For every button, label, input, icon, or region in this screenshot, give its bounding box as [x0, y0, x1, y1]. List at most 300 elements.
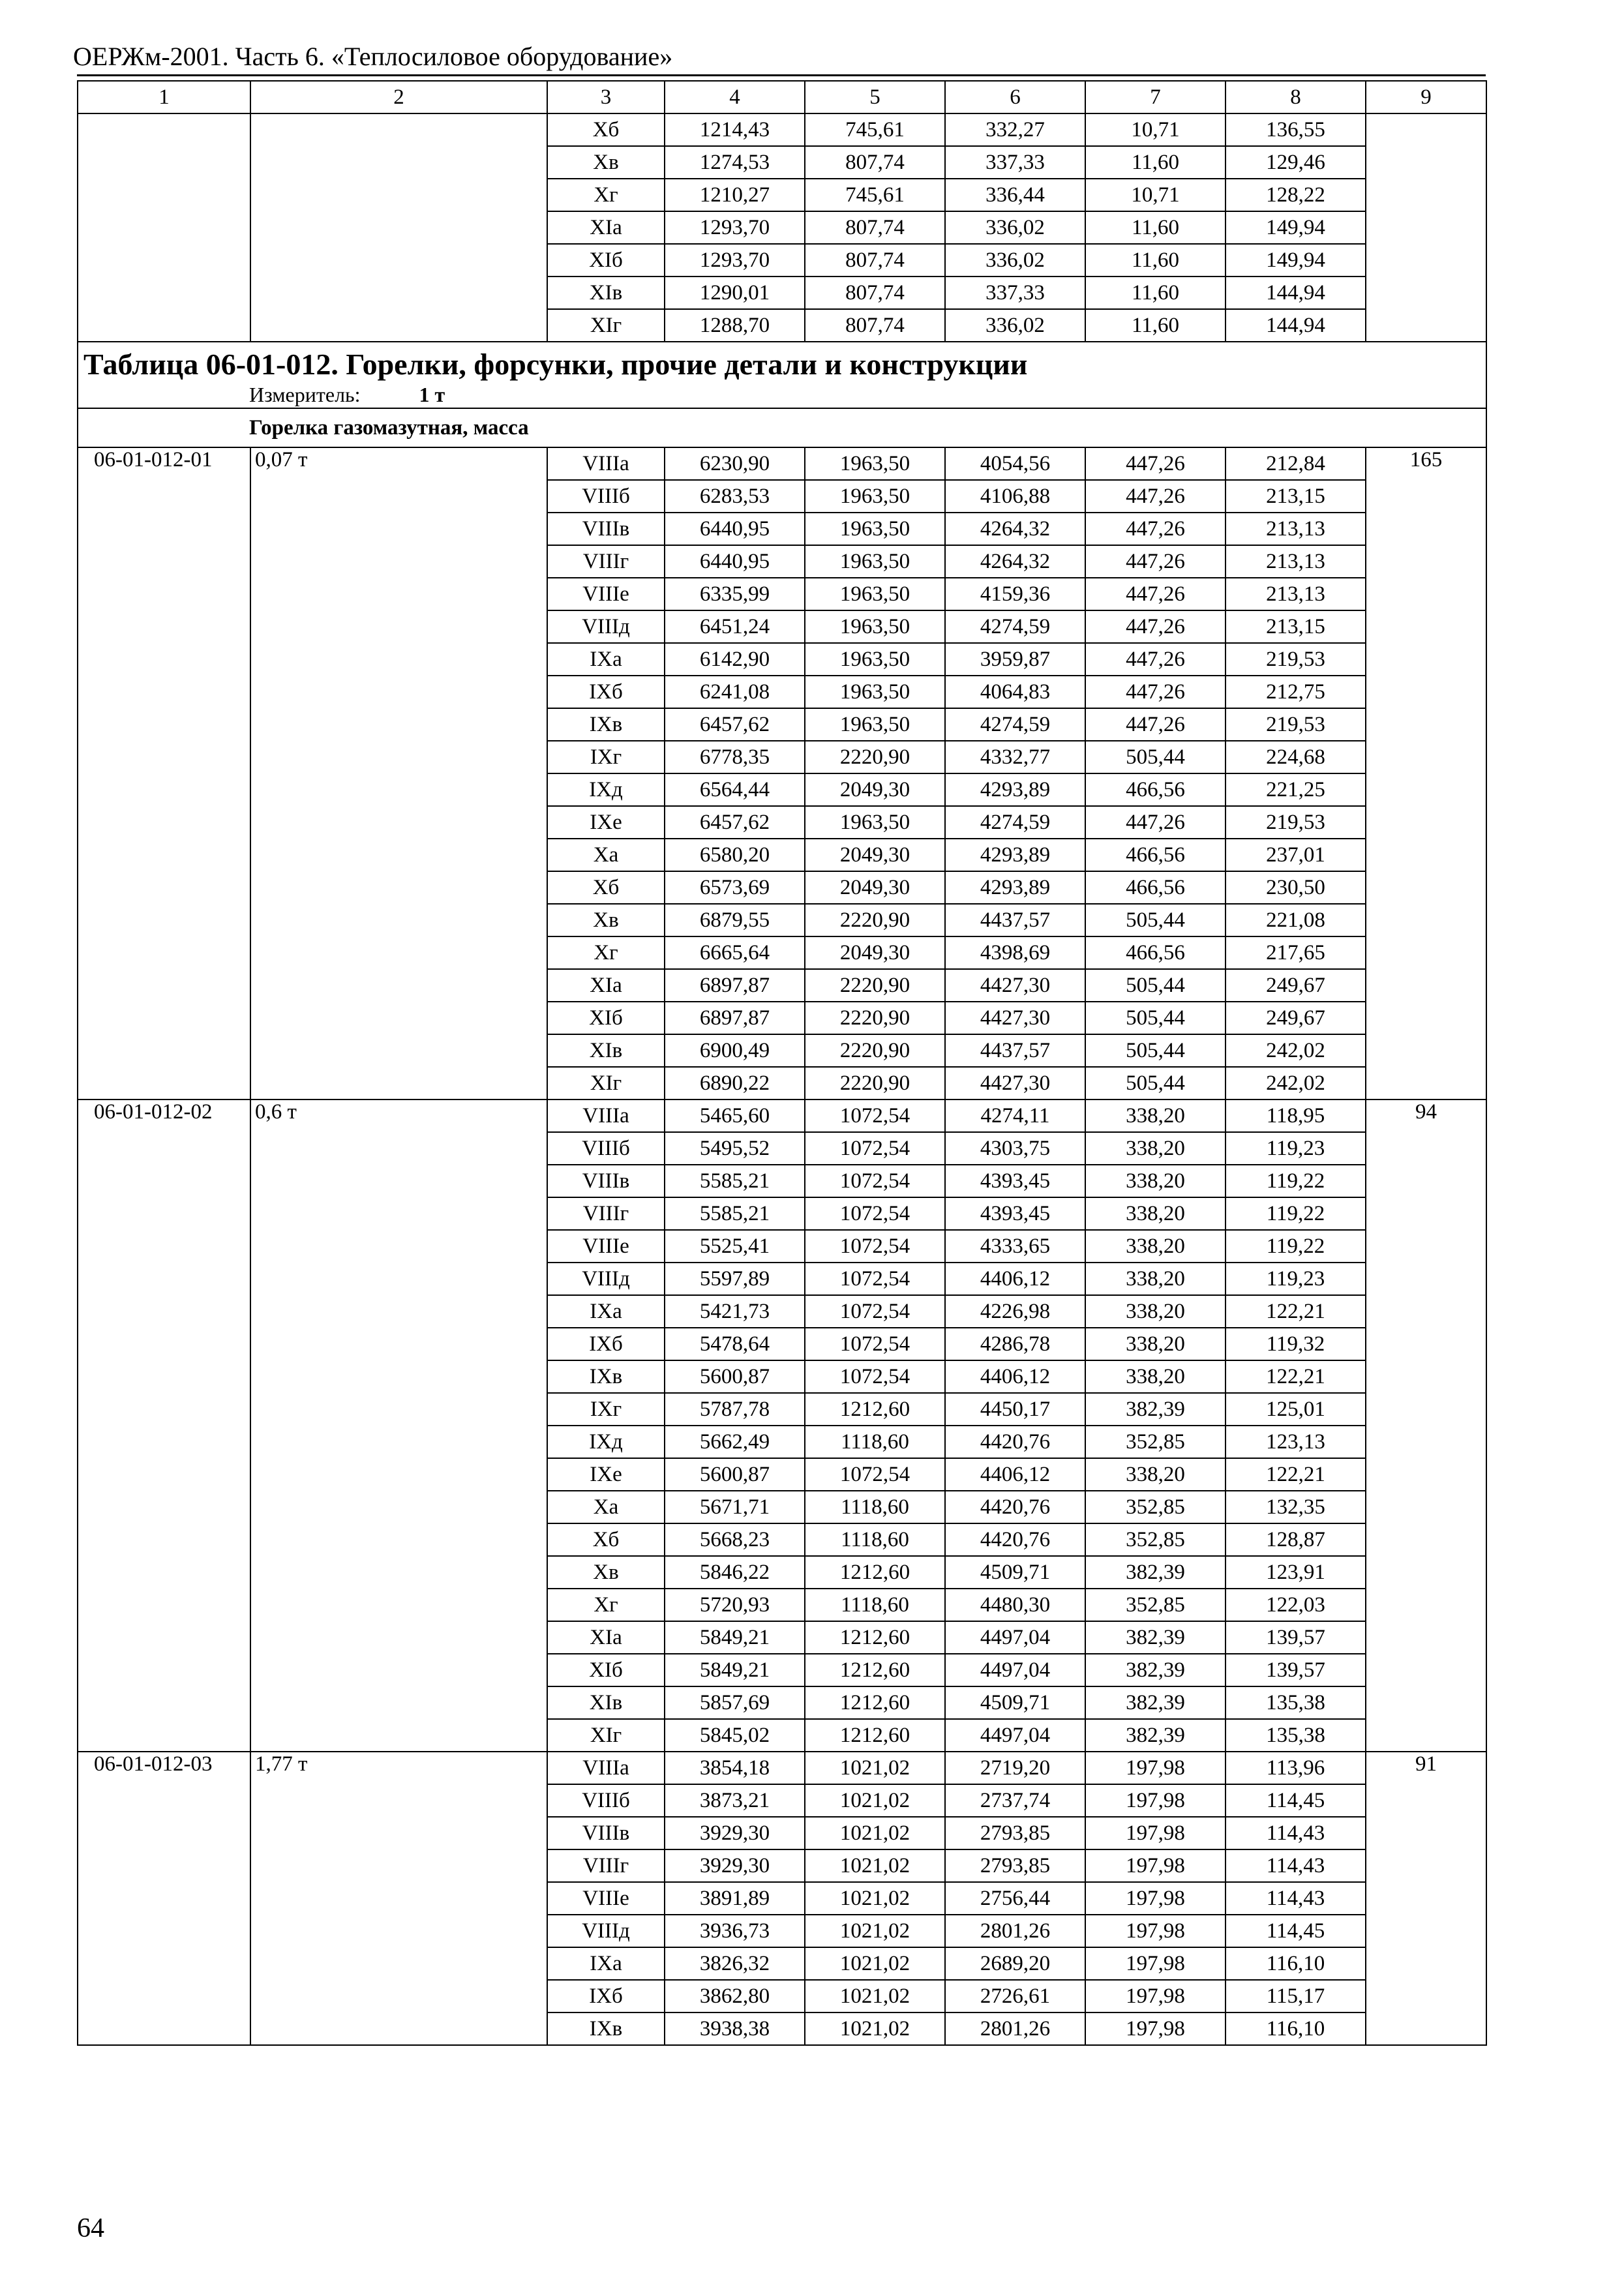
rate-cell: 3862,80: [665, 1980, 805, 2012]
table-row: [78, 277, 1486, 309]
region-cell: Xг: [547, 1589, 665, 1621]
rate-cell: 807,74: [805, 211, 945, 244]
region-cell: IXa: [547, 1295, 665, 1328]
table-title-row: [78, 342, 1486, 382]
rate-cell: 10,71: [1085, 179, 1226, 211]
region-cell: VIIIг: [547, 1197, 665, 1230]
rate-cell: 5668,23: [665, 1523, 805, 1556]
rate-cell: 5600,87: [665, 1458, 805, 1491]
rate-cell: 4420,76: [945, 1523, 1085, 1556]
blank-col9-cell: [1366, 277, 1486, 309]
region-cell: IXa: [547, 1947, 665, 1980]
region-cell: Xб: [547, 871, 665, 904]
rate-cell: 132,35: [1226, 1491, 1366, 1523]
rate-cell: 1072,54: [805, 1197, 945, 1230]
rate-cell: 219,53: [1226, 643, 1366, 676]
rate-cell: 3938,38: [665, 2012, 805, 2045]
region-cell: Xa: [547, 1491, 665, 1523]
rate-cell: 337,33: [945, 146, 1085, 179]
region-cell: VIIIб: [547, 1784, 665, 1817]
blank-col9-cell: [1366, 113, 1486, 146]
column-number-cell: 9: [1366, 81, 1486, 113]
rate-cell: 213,13: [1226, 545, 1366, 578]
rate-cell: 197,98: [1085, 1784, 1226, 1817]
blank-mass-cell: [250, 244, 547, 277]
region-cell: VIIIa: [547, 1100, 665, 1132]
rate-cell: 505,44: [1085, 904, 1226, 936]
rate-cell: 336,44: [945, 179, 1085, 211]
rate-cell: 447,26: [1085, 513, 1226, 545]
blank-mass-cell: [250, 211, 547, 244]
rate-cell: 1963,50: [805, 480, 945, 513]
blank-code-cell: [78, 179, 250, 211]
region-cell: XIв: [547, 277, 665, 309]
rate-cell: 338,20: [1085, 1230, 1226, 1263]
rate-cell: 5525,41: [665, 1230, 805, 1263]
rate-cell: 128,87: [1226, 1523, 1366, 1556]
blank-mass-cell: [250, 309, 547, 342]
rate-cell: 1021,02: [805, 1817, 945, 1849]
rate-cell: 3854,18: [665, 1752, 805, 1784]
rate-cell: 1963,50: [805, 708, 945, 741]
region-cell: Xг: [547, 936, 665, 969]
rate-cell: 1212,60: [805, 1556, 945, 1589]
measurer-row: [78, 382, 1486, 408]
rate-cell: 1072,54: [805, 1165, 945, 1197]
rate-cell: 466,56: [1085, 936, 1226, 969]
rate-cell: 1963,50: [805, 513, 945, 545]
rate-cell: 338,20: [1085, 1295, 1226, 1328]
rate-cell: 2049,30: [805, 839, 945, 871]
rates-table: [77, 80, 1487, 2046]
rate-cell: 4054,56: [945, 447, 1085, 480]
rate-cell: 6897,87: [665, 969, 805, 1002]
rate-cell: 213,15: [1226, 610, 1366, 643]
rate-cell: 4497,04: [945, 1621, 1085, 1654]
region-cell: VIIIд: [547, 610, 665, 643]
rate-cell: 1963,50: [805, 578, 945, 610]
rate-cell: 6457,62: [665, 708, 805, 741]
rate-cell: 237,01: [1226, 839, 1366, 871]
region-cell: XIб: [547, 244, 665, 277]
region-cell: VIIIв: [547, 1817, 665, 1849]
rate-cell: 4293,89: [945, 839, 1085, 871]
rate-cell: 212,75: [1226, 676, 1366, 708]
blank-col9-cell: [1366, 211, 1486, 244]
table-row: [78, 179, 1486, 211]
rate-cell: 4293,89: [945, 773, 1085, 806]
blank-col9-cell: [1366, 309, 1486, 342]
rate-cell: 4450,17: [945, 1393, 1085, 1426]
rate-cell: 382,39: [1085, 1686, 1226, 1719]
blank-mass-cell: [250, 146, 547, 179]
rate-cell: 447,26: [1085, 676, 1226, 708]
rate-cell: 3929,30: [665, 1849, 805, 1882]
rate-cell: 338,20: [1085, 1360, 1226, 1393]
rate-cell: 4509,71: [945, 1556, 1085, 1589]
region-cell: Xв: [547, 1556, 665, 1589]
rate-cell: 4406,12: [945, 1360, 1085, 1393]
rate-cell: 1072,54: [805, 1328, 945, 1360]
blank-code-cell: [78, 146, 250, 179]
rate-cell: 4420,76: [945, 1426, 1085, 1458]
rate-cell: 116,10: [1226, 1947, 1366, 1980]
rate-cell: 1118,60: [805, 1491, 945, 1523]
rate-cell: 466,56: [1085, 773, 1226, 806]
rate-cell: 447,26: [1085, 610, 1226, 643]
region-cell: IXe: [547, 1458, 665, 1491]
region-cell: VIIIa: [547, 1752, 665, 1784]
rate-cell: 2049,30: [805, 773, 945, 806]
rate-cell: 5495,52: [665, 1132, 805, 1165]
rate-cell: 338,20: [1085, 1263, 1226, 1295]
rate-cell: 4427,30: [945, 969, 1085, 1002]
rate-cell: 114,45: [1226, 1784, 1366, 1817]
rate-cell: 3826,32: [665, 1947, 805, 1980]
rate-cell: 119,23: [1226, 1263, 1366, 1295]
region-cell: XIг: [547, 309, 665, 342]
rate-cell: 2220,90: [805, 1067, 945, 1100]
rate-cell: 122,21: [1226, 1295, 1366, 1328]
rate-cell: 4286,78: [945, 1328, 1085, 1360]
table-title: Таблица 06-01-012. Горелки, форсунки, прочие детали и конструкции: [78, 342, 1486, 382]
rate-cell: 1963,50: [805, 676, 945, 708]
blank-mass-cell: [250, 179, 547, 211]
rate-cell: 447,26: [1085, 806, 1226, 839]
rate-cell: 4333,65: [945, 1230, 1085, 1263]
rate-cell: 1072,54: [805, 1263, 945, 1295]
rate-cell: 1072,54: [805, 1230, 945, 1263]
rate-cell: 6573,69: [665, 871, 805, 904]
blank-mass-cell: [250, 113, 547, 146]
rate-cell: 197,98: [1085, 1947, 1226, 1980]
rate-cell: 6900,49: [665, 1034, 805, 1067]
rate-cell: 1021,02: [805, 1849, 945, 1882]
rate-cell: 4274,59: [945, 610, 1085, 643]
rate-cell: 5478,64: [665, 1328, 805, 1360]
rate-cell: 114,43: [1226, 1882, 1366, 1915]
rate-cell: 11,60: [1085, 146, 1226, 179]
rate-cell: 242,02: [1226, 1067, 1366, 1100]
rate-cell: 2220,90: [805, 1034, 945, 1067]
item-mass-cell: 1,77 т: [250, 1752, 547, 2045]
rate-cell: 122,21: [1226, 1360, 1366, 1393]
rate-cell: 2220,90: [805, 969, 945, 1002]
rate-cell: 144,94: [1226, 309, 1366, 342]
rate-cell: 1212,60: [805, 1621, 945, 1654]
rate-cell: 5465,60: [665, 1100, 805, 1132]
rate-cell: 6440,95: [665, 545, 805, 578]
rate-cell: 1072,54: [805, 1132, 945, 1165]
rate-cell: 1212,60: [805, 1393, 945, 1426]
rate-cell: 149,94: [1226, 211, 1366, 244]
rate-cell: 332,27: [945, 113, 1085, 146]
region-cell: XIг: [547, 1067, 665, 1100]
rate-cell: 4427,30: [945, 1067, 1085, 1100]
region-cell: IXг: [547, 741, 665, 773]
rate-cell: 119,22: [1226, 1197, 1366, 1230]
rate-cell: 4497,04: [945, 1654, 1085, 1686]
rate-cell: 1293,70: [665, 211, 805, 244]
rate-cell: 5662,49: [665, 1426, 805, 1458]
rate-cell: 123,13: [1226, 1426, 1366, 1458]
region-cell: VIIIг: [547, 1849, 665, 1882]
blank-mass-cell: [250, 277, 547, 309]
rate-cell: 4398,69: [945, 936, 1085, 969]
page-number: 64: [77, 2213, 104, 2243]
rate-cell: 11,60: [1085, 244, 1226, 277]
rate-cell: 11,60: [1085, 211, 1226, 244]
rate-cell: 10,71: [1085, 113, 1226, 146]
column-number-cell: 5: [805, 81, 945, 113]
region-cell: VIIIг: [547, 545, 665, 578]
region-cell: IXe: [547, 806, 665, 839]
region-cell: IXa: [547, 643, 665, 676]
rate-cell: 1288,70: [665, 309, 805, 342]
region-cell: IXв: [547, 1360, 665, 1393]
region-cell: IXв: [547, 2012, 665, 2045]
rate-cell: 197,98: [1085, 1849, 1226, 1882]
rate-cell: 1212,60: [805, 1654, 945, 1686]
rate-cell: 466,56: [1085, 871, 1226, 904]
column-number-cell: 7: [1085, 81, 1226, 113]
rate-cell: 447,26: [1085, 545, 1226, 578]
item-code-cell: 06-01-012-02: [78, 1100, 250, 1752]
rate-cell: 505,44: [1085, 969, 1226, 1002]
rate-cell: 2793,85: [945, 1849, 1085, 1882]
rate-cell: 5857,69: [665, 1686, 805, 1719]
rate-cell: 447,26: [1085, 643, 1226, 676]
item-col9-cell: 165: [1366, 447, 1486, 1100]
rate-cell: 1210,27: [665, 179, 805, 211]
rate-cell: 197,98: [1085, 1980, 1226, 2012]
rate-cell: 6897,87: [665, 1002, 805, 1034]
rate-cell: 5585,21: [665, 1165, 805, 1197]
rate-cell: 1214,43: [665, 113, 805, 146]
item-mass-cell: 0,6 т: [250, 1100, 547, 1752]
region-cell: VIIIe: [547, 1882, 665, 1915]
rate-cell: 213,15: [1226, 480, 1366, 513]
rate-cell: 745,61: [805, 179, 945, 211]
rate-cell: 338,20: [1085, 1197, 1226, 1230]
item-code-cell: 06-01-012-01: [78, 447, 250, 1100]
rate-cell: 382,39: [1085, 1654, 1226, 1686]
rate-cell: 1963,50: [805, 610, 945, 643]
blank-col9-cell: [1366, 146, 1486, 179]
rate-cell: 136,55: [1226, 113, 1366, 146]
region-cell: XIa: [547, 969, 665, 1002]
rate-cell: 505,44: [1085, 1067, 1226, 1100]
table-row: [78, 113, 1486, 146]
rate-cell: 3873,21: [665, 1784, 805, 1817]
region-cell: IXг: [547, 1393, 665, 1426]
rate-cell: 119,22: [1226, 1165, 1366, 1197]
rate-cell: 125,01: [1226, 1393, 1366, 1426]
rate-cell: 352,85: [1085, 1426, 1226, 1458]
group-heading: Горелка газомазутная, масса: [78, 408, 1486, 447]
rate-cell: 1212,60: [805, 1686, 945, 1719]
region-cell: XIв: [547, 1034, 665, 1067]
rate-cell: 213,13: [1226, 578, 1366, 610]
rate-cell: 4303,75: [945, 1132, 1085, 1165]
rate-cell: 2801,26: [945, 2012, 1085, 2045]
rate-cell: 4264,32: [945, 513, 1085, 545]
rate-cell: 224,68: [1226, 741, 1366, 773]
blank-col9-cell: [1366, 244, 1486, 277]
rate-cell: 336,02: [945, 309, 1085, 342]
column-number-cell: 1: [78, 81, 250, 113]
column-number-cell: 6: [945, 81, 1085, 113]
rate-cell: 466,56: [1085, 839, 1226, 871]
rate-cell: 4106,88: [945, 480, 1085, 513]
rate-cell: 11,60: [1085, 309, 1226, 342]
region-cell: IXб: [547, 1328, 665, 1360]
rate-cell: 5846,22: [665, 1556, 805, 1589]
region-cell: VIIIв: [547, 513, 665, 545]
table-row: [78, 244, 1486, 277]
region-cell: VIIIa: [547, 447, 665, 480]
rate-cell: 197,98: [1085, 1882, 1226, 1915]
rate-cell: 4406,12: [945, 1458, 1085, 1491]
region-cell: IXб: [547, 1980, 665, 2012]
rate-cell: 447,26: [1085, 578, 1226, 610]
rate-cell: 505,44: [1085, 1034, 1226, 1067]
region-cell: XIб: [547, 1002, 665, 1034]
rate-cell: 249,67: [1226, 1002, 1366, 1034]
rate-cell: 338,20: [1085, 1165, 1226, 1197]
rate-cell: 1290,01: [665, 277, 805, 309]
rate-cell: 2049,30: [805, 871, 945, 904]
rate-cell: 6778,35: [665, 741, 805, 773]
rate-cell: 6440,95: [665, 513, 805, 545]
header-rule: [77, 74, 1486, 76]
rate-cell: 135,38: [1226, 1686, 1366, 1719]
rate-cell: 336,02: [945, 211, 1085, 244]
rate-cell: 6665,64: [665, 936, 805, 969]
rate-cell: 1021,02: [805, 1980, 945, 2012]
rate-cell: 1118,60: [805, 1426, 945, 1458]
region-cell: XIг: [547, 1719, 665, 1752]
rate-cell: 2719,20: [945, 1752, 1085, 1784]
rate-cell: 4437,57: [945, 1034, 1085, 1067]
rate-cell: 5600,87: [665, 1360, 805, 1393]
rate-cell: 447,26: [1085, 447, 1226, 480]
table-row: [78, 1752, 1486, 1784]
rate-cell: 2793,85: [945, 1817, 1085, 1849]
rate-cell: 4406,12: [945, 1263, 1085, 1295]
rate-cell: 6451,24: [665, 610, 805, 643]
rate-cell: 4509,71: [945, 1686, 1085, 1719]
rate-cell: 212,84: [1226, 447, 1366, 480]
rate-cell: 4274,59: [945, 708, 1085, 741]
rate-cell: 114,45: [1226, 1915, 1366, 1947]
rate-cell: 2726,61: [945, 1980, 1085, 2012]
rate-cell: 2689,20: [945, 1947, 1085, 1980]
rate-cell: 4274,59: [945, 806, 1085, 839]
rate-cell: 4393,45: [945, 1165, 1085, 1197]
rate-cell: 122,03: [1226, 1589, 1366, 1621]
rate-cell: 447,26: [1085, 708, 1226, 741]
table-row: [78, 211, 1486, 244]
region-cell: IXв: [547, 708, 665, 741]
rate-cell: 337,33: [945, 277, 1085, 309]
rate-cell: 230,50: [1226, 871, 1366, 904]
rate-cell: 1963,50: [805, 447, 945, 480]
rate-cell: 4427,30: [945, 1002, 1085, 1034]
region-cell: Xб: [547, 1523, 665, 1556]
rate-cell: 505,44: [1085, 741, 1226, 773]
rate-cell: 807,74: [805, 309, 945, 342]
rate-cell: 114,43: [1226, 1849, 1366, 1882]
region-cell: XIв: [547, 1686, 665, 1719]
rate-cell: 217,65: [1226, 936, 1366, 969]
rate-cell: 2220,90: [805, 904, 945, 936]
rate-cell: 1963,50: [805, 806, 945, 839]
rate-cell: 382,39: [1085, 1393, 1226, 1426]
rate-cell: 382,39: [1085, 1556, 1226, 1589]
rate-cell: 6335,99: [665, 578, 805, 610]
region-cell: XIa: [547, 211, 665, 244]
rate-cell: 4497,04: [945, 1719, 1085, 1752]
rate-cell: 4393,45: [945, 1197, 1085, 1230]
region-cell: IXб: [547, 676, 665, 708]
rate-cell: 119,23: [1226, 1132, 1366, 1165]
group-heading-row: [78, 408, 1486, 447]
region-cell: XIб: [547, 1654, 665, 1686]
rate-cell: 144,94: [1226, 277, 1366, 309]
rate-cell: 197,98: [1085, 1915, 1226, 1947]
rate-cell: 352,85: [1085, 1523, 1226, 1556]
rate-cell: 2756,44: [945, 1882, 1085, 1915]
rate-cell: 2220,90: [805, 1002, 945, 1034]
rate-cell: 4159,36: [945, 578, 1085, 610]
rate-cell: 5585,21: [665, 1197, 805, 1230]
rate-cell: 807,74: [805, 244, 945, 277]
table-row: [78, 309, 1486, 342]
rate-cell: 2220,90: [805, 741, 945, 773]
rate-cell: 4420,76: [945, 1491, 1085, 1523]
rate-cell: 197,98: [1085, 2012, 1226, 2045]
region-cell: Xв: [547, 904, 665, 936]
rate-cell: 1021,02: [805, 1915, 945, 1947]
blank-code-cell: [78, 244, 250, 277]
rate-cell: 116,10: [1226, 2012, 1366, 2045]
rate-cell: 338,20: [1085, 1132, 1226, 1165]
measurer: [78, 382, 1486, 408]
rate-cell: 4064,83: [945, 676, 1085, 708]
rate-cell: 5849,21: [665, 1621, 805, 1654]
rate-cell: 4264,32: [945, 545, 1085, 578]
rate-cell: 352,85: [1085, 1589, 1226, 1621]
rate-cell: 119,32: [1226, 1328, 1366, 1360]
column-number-cell: 3: [547, 81, 665, 113]
table-row: [78, 1100, 1486, 1132]
rate-cell: 6142,90: [665, 643, 805, 676]
rate-cell: 1021,02: [805, 2012, 945, 2045]
rate-cell: 1118,60: [805, 1523, 945, 1556]
rate-cell: 6890,22: [665, 1067, 805, 1100]
rate-cell: 338,20: [1085, 1100, 1226, 1132]
rate-cell: 745,61: [805, 113, 945, 146]
running-header: ОЕРЖм-2001. Часть 6. «Теплосиловое оборудование»: [73, 42, 673, 71]
rate-cell: 1212,60: [805, 1719, 945, 1752]
region-cell: VIIIд: [547, 1263, 665, 1295]
item-col9-cell: 91: [1366, 1752, 1486, 2045]
region-cell: VIIIб: [547, 480, 665, 513]
region-cell: XIa: [547, 1621, 665, 1654]
blank-code-cell: [78, 277, 250, 309]
rate-cell: 3936,73: [665, 1915, 805, 1947]
